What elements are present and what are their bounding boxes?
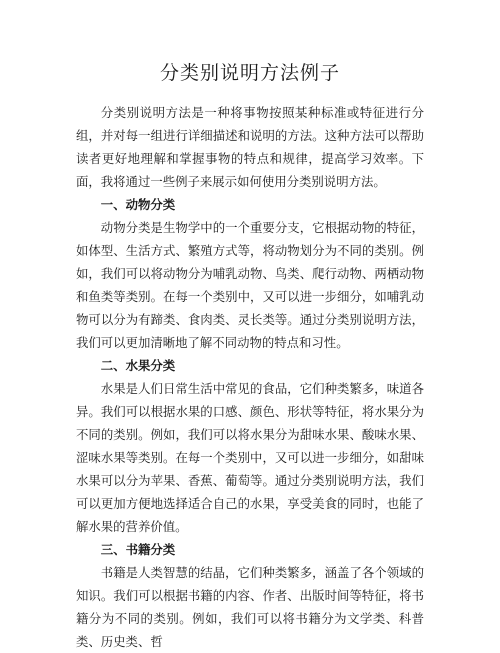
- section-body-animals: 动物分类是生物学中的一个重要分支，它根据动物的特征，如体型、生活方式、繁殖方式等，将动物划分为不同的类别。例如，我们可以将动物分为哺乳动物、鸟类、爬行动物、两栖动物和鱼类等类别。在每一个类别中，又可以进一步细分，如哺乳动物可以分为有蹄类、食肉类、灵长类等。通过分类别说明方法，我们可以更加清晰地了解不同动物的特点和习性。: [76, 220, 424, 350]
- section-heading-animals: 一、动物分类: [100, 197, 176, 212]
- document-page: [76, 60, 424, 653]
- section-heading-fruits: 二、水果分类: [100, 358, 176, 373]
- section-body-books: 书籍是人类智慧的结晶，它们种类繁多，涵盖了各个领域的知识。我们可以根据书籍的内容、作者、出版时间等特征，将书籍分为不同的类别。例如，我们可以将书籍分为文学类、科普类、历史类、哲: [76, 565, 424, 649]
- document-title: 分类别说明方法例子: [159, 62, 340, 84]
- intro-paragraph: 分类别说明方法是一种将事物按照某种标准或特征进行分组，并对每一组进行详细描述和说明的方法。这种方法可以帮助读者更好地理解和掌握事物的特点和规律，提高学习效率。下面，我将通过一些例子来展示如何使用分类别说明方法。: [76, 105, 424, 189]
- section-body-fruits: 水果是人们日常生活中常见的食品，它们种类繁多，味道各异。我们可以根据水果的口感、颜色、形状等特征，将水果分为不同的类别。例如，我们可以将水果分为甜味水果、酸味水果、涩味水果等类别。在每一个类别中，又可以进一步细分，如甜味水果可以分为苹果、香蕉、葡萄等。通过分类别说明方法，我们可以更加方便地选择适合自己的水果，享受美食的同时，也能了解水果的营养价值。: [76, 381, 424, 534]
- section-heading-books: 三、书籍分类: [100, 542, 176, 557]
